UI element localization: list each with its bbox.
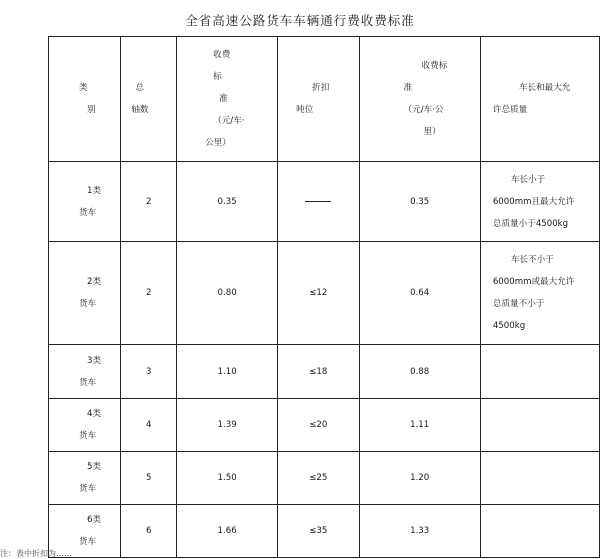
row-axles: 6 — [121, 505, 177, 558]
row-category-line: 4类 — [87, 409, 102, 419]
row-category-line: 货车 — [79, 537, 97, 547]
header-rate-line: 收费 — [213, 50, 231, 60]
header-row — [49, 37, 600, 162]
row-axles: 2 — [121, 242, 177, 345]
header-tonnage-line: 吨位 — [296, 105, 314, 115]
row-tonnage: ≤18 — [278, 345, 359, 399]
row-category — [49, 242, 121, 345]
header-rate-line: 标 — [213, 72, 222, 82]
row-category — [49, 452, 121, 505]
header-discounted-rate — [359, 37, 480, 162]
header-rate — [177, 37, 278, 162]
header-discounted-rate-line: 里） — [423, 127, 441, 137]
row-tonnage: ≤20 — [278, 399, 359, 452]
row-spec — [480, 162, 599, 242]
header-rate-line: 公里） — [205, 138, 231, 148]
row-axles: 3 — [121, 345, 177, 399]
row-discounted-rate: 1.33 — [359, 505, 480, 558]
row-category-line: 货车 — [79, 299, 97, 309]
row-category-line: 5类 — [87, 462, 102, 472]
page-title: 全省高速公路货车车辆通行费收费标准 — [185, 13, 415, 28]
row-category-line: 6类 — [87, 515, 102, 525]
row-spec-line: 6000mm且最大允许 — [492, 196, 575, 207]
header-axles-line: 轴数 — [131, 105, 149, 115]
row-spec — [480, 345, 599, 399]
row-discounted-rate: 1.11 — [359, 399, 480, 452]
row-discounted-rate: 0.64 — [359, 242, 480, 345]
table-row — [49, 399, 600, 452]
row-spec-line: 6000mm或最大允许 — [492, 277, 575, 287]
row-rate: 0.80 — [177, 242, 278, 345]
header-axles — [121, 37, 177, 162]
row-axles: 4 — [121, 399, 177, 452]
table-row — [49, 345, 600, 399]
header-spec-line: 许总质量 — [492, 105, 528, 115]
row-discounted-rate: 0.35 — [359, 162, 480, 242]
row-category-line: 货车 — [79, 207, 97, 218]
row-discounted-rate: 1.20 — [359, 452, 480, 505]
row-spec — [480, 399, 599, 452]
header-discounted-rate-line: （元/车·公 — [403, 105, 444, 115]
row-category-line: 货车 — [79, 484, 97, 494]
row-category-line: 1类 — [87, 185, 102, 196]
row-spec-line: 总质量小于4500kg — [492, 218, 569, 229]
header-category — [49, 37, 121, 162]
row-spec — [480, 452, 599, 505]
row-rate: 1.66 — [177, 505, 278, 558]
row-spec-line: 总质量不小于 — [492, 299, 545, 309]
header-spec-line: 车长和最大允 — [518, 83, 571, 93]
row-rate: 0.35 — [177, 162, 278, 242]
row-spec-line: 4500kg — [492, 321, 526, 331]
table-row — [49, 505, 600, 558]
row-rate: 1.50 — [177, 452, 278, 505]
row-tonnage: ≤25 — [278, 452, 359, 505]
row-axles: 5 — [121, 452, 177, 505]
header-discounted-rate-line: 收费标 — [421, 61, 448, 71]
header-discounted-rate-line: 准 — [403, 83, 413, 93]
header-axles-line: 总 — [135, 83, 144, 93]
toll-rate-table — [48, 36, 600, 558]
dash-placeholder — [305, 201, 331, 202]
header-category-line: 类 — [79, 83, 88, 93]
row-tonnage: ≤35 — [278, 505, 359, 558]
table-row — [49, 242, 600, 345]
row-category — [49, 162, 121, 242]
header-tonnage — [278, 37, 359, 162]
row-rate: 1.10 — [177, 345, 278, 399]
row-tonnage — [278, 162, 359, 242]
row-spec-line: 车长不小于 — [510, 255, 554, 265]
row-category — [49, 345, 121, 399]
header-spec — [480, 37, 599, 162]
header-category-line: 别 — [87, 105, 96, 115]
row-discounted-rate: 0.88 — [359, 345, 480, 399]
row-spec — [480, 505, 599, 558]
footnote: 注：表中折扣为…… — [0, 549, 72, 558]
row-axles: 2 — [121, 162, 177, 242]
header-tonnage-line: 折扣 — [312, 83, 330, 93]
table-row — [49, 162, 600, 242]
row-category — [49, 399, 121, 452]
header-rate-line: （元/车· — [213, 116, 245, 126]
row-category-line: 货车 — [79, 377, 97, 388]
row-category-line: 2类 — [87, 277, 102, 287]
row-category-line: 3类 — [87, 355, 102, 366]
table-row — [49, 452, 600, 505]
row-spec — [480, 242, 599, 345]
row-category-line: 货车 — [79, 431, 97, 441]
row-tonnage: ≤12 — [278, 242, 359, 345]
row-spec-line: 车长小于 — [510, 174, 546, 185]
row-rate: 1.39 — [177, 399, 278, 452]
header-rate-line: 准 — [219, 94, 228, 104]
